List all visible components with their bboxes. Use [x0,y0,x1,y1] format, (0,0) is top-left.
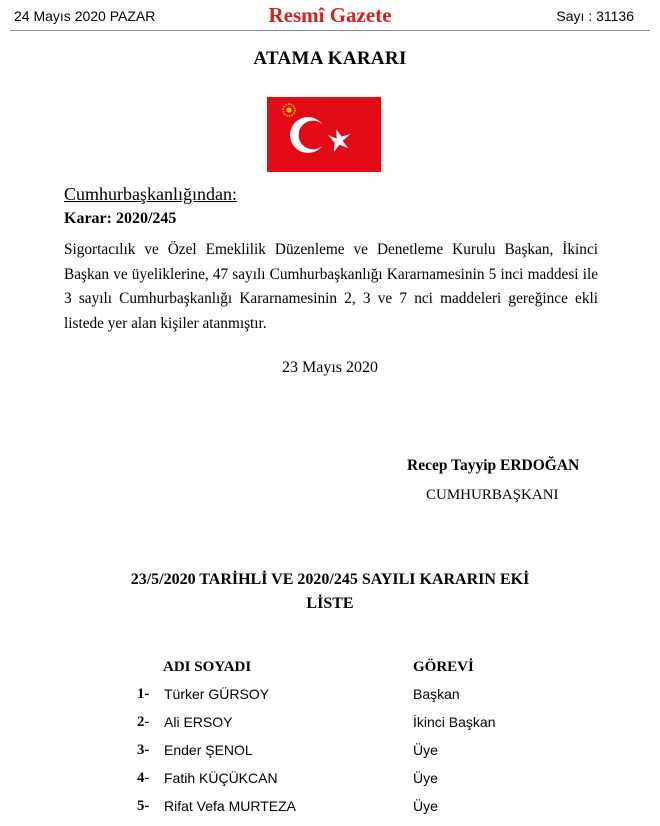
header-divider [10,30,650,31]
signature-date: 23 Mayıs 2020 [282,359,378,376]
signer-title: CUMHURBAŞKANI [426,487,559,503]
appointee-role: Başkan [413,686,460,702]
annex-title-line: LİSTE [306,595,354,612]
appointee-name: Ender ŞENOL [164,742,253,758]
document-title: ATAMA KARARI [253,48,407,69]
annex-title [0,568,660,616]
list-item [0,714,660,736]
column-header-name: ADI SOYADI [163,659,252,675]
gazette-name: Resmî Gazete [268,3,392,27]
annex-title-line: 23/5/2020 TARİHLİ VE 2020/245 SAYILI KARARIN EKİ [130,571,530,588]
appointee-name: Rifat Vefa MURTEZA [164,798,297,814]
list-item [0,770,660,792]
appointee-name: Fatih KÜÇÜKCAN [164,770,278,786]
gazette-header [0,0,660,34]
signer-name: Recep Tayyip ERDOĞAN [407,457,580,474]
decision-body: Sigortacılık ve Özel Emeklilik Düzenleme ve Denetleme Kurulu Başkan, İkinci Başkan ve üyeliklerine, 47 sayılı Cumhurbaşkanlığı Kararnamesinin 5 inci maddesi ile 3 sayılı Cumhurbaşkanlığı Kararnamesinin 2, 3 ve 7 nci maddeleri gereğince ekli listede yer alan kişiler atanmıştır. [64,241,598,332]
row-number: 4- [137,770,150,786]
row-number: 1- [137,686,150,702]
row-number: 5- [137,798,150,814]
issuer-line: Cumhurbaşkanlığından: [64,184,237,204]
row-number: 2- [137,714,150,730]
decision-number: Karar: 2020/245 [64,210,177,227]
column-header-role: GÖREVİ [413,659,474,675]
list-item [0,742,660,764]
publication-date: 24 Mayıs 2020 PAZAR [14,8,156,24]
appointee-name: Türker GÜRSOY [164,686,270,702]
appointee-name: Ali ERSOY [164,714,233,730]
issue-number: Sayı : 31136 [556,8,634,24]
appointee-role: Üye [413,770,438,786]
appointee-role: İkinci Başkan [413,714,496,730]
list-item [0,798,660,820]
appointee-role: Üye [413,798,438,814]
row-number: 3- [137,742,150,758]
turkish-flag-icon [267,97,381,172]
list-item [0,686,660,708]
appointee-role: Üye [413,742,438,758]
